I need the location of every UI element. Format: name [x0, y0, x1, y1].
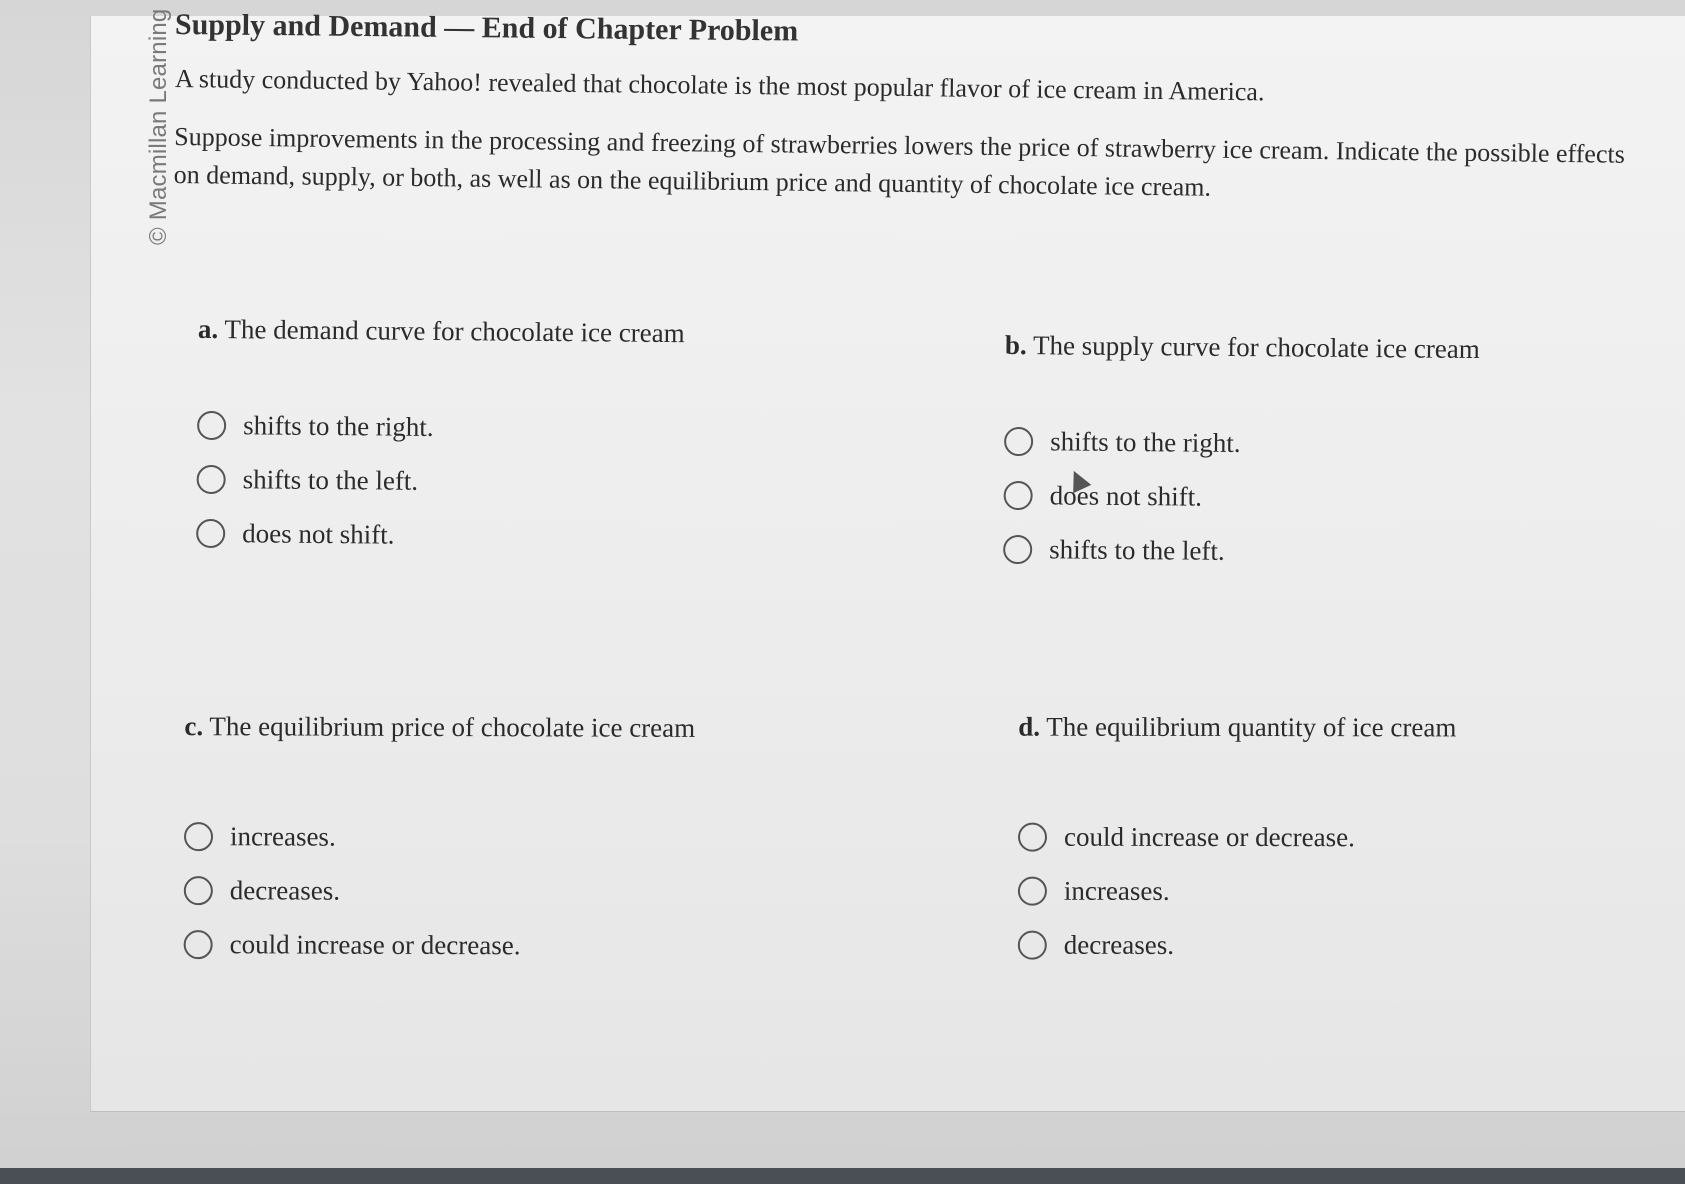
- question-c-text: The equilibrium price of chocolate ice cream: [209, 711, 696, 743]
- question-d-letter: d.: [1018, 711, 1041, 742]
- question-c-option-3[interactable]: [184, 924, 695, 966]
- question-d: [1018, 712, 1457, 980]
- question-c-label: [184, 711, 695, 744]
- radio-button-icon[interactable]: [184, 822, 213, 851]
- question-d-option-1[interactable]: [1018, 817, 1456, 858]
- option-label: shifts to the right.: [1050, 425, 1241, 458]
- question-b-label: [1005, 330, 1480, 365]
- option-label: increases.: [1063, 875, 1170, 906]
- radio-button-icon[interactable]: [184, 930, 213, 959]
- question-c-option-2[interactable]: [184, 870, 695, 912]
- question-a-letter: a.: [197, 313, 219, 345]
- option-label: decreases.: [229, 874, 341, 906]
- option-label: could increase or decrease.: [229, 928, 521, 960]
- question-b-text: The supply curve for chocolate ice cream: [1032, 330, 1480, 365]
- question-a-text: The demand curve for chocolate ice cream: [224, 314, 685, 349]
- option-label: decreases.: [1063, 929, 1175, 960]
- screen-bezel: [0, 1168, 1685, 1184]
- problem-prompt: Suppose improvements in the processing and freezing of strawberries lowers the price of strawberry ice cream. Indicate the possible effects on demand, supply, or both, as well as on the equilibrium price and quantity of chocolate ice cream.: [173, 122, 1625, 202]
- radio-button-icon[interactable]: [1018, 822, 1047, 851]
- option-label: does not shift.: [1049, 479, 1203, 512]
- option-label: shifts to the left.: [242, 463, 419, 496]
- radio-button-icon[interactable]: [1004, 426, 1033, 455]
- question-a-label: [198, 314, 685, 349]
- option-label: shifts to the right.: [243, 409, 434, 442]
- radio-button-icon[interactable]: [1018, 876, 1047, 905]
- copyright-watermark: © Macmillan Learning: [145, 8, 172, 245]
- question-c-letter: c.: [184, 711, 204, 742]
- radio-button-icon[interactable]: [1003, 534, 1032, 563]
- option-label: does not shift.: [242, 517, 395, 550]
- question-b: [1003, 330, 1480, 587]
- option-label: shifts to the left.: [1049, 533, 1225, 566]
- problem-intro: A study conducted by Yahoo! revealed that chocolate is the most popular flavor of ice cream in America.: [174, 64, 1265, 107]
- question-d-label: [1018, 712, 1456, 744]
- question-c-option-1[interactable]: [184, 816, 695, 858]
- problem-title: Supply and Demand — End of Chapter Problem: [174, 8, 799, 48]
- radio-button-icon[interactable]: [1004, 480, 1033, 509]
- question-a-option-1[interactable]: [197, 405, 684, 449]
- option-label: increases.: [229, 820, 336, 852]
- question-b-option-1[interactable]: [1004, 421, 1479, 465]
- question-b-option-3[interactable]: [1003, 529, 1478, 573]
- option-label: could increase or decrease.: [1063, 821, 1355, 852]
- radio-button-icon[interactable]: [197, 410, 226, 439]
- radio-button-icon[interactable]: [184, 876, 213, 905]
- question-d-option-2[interactable]: [1018, 871, 1456, 912]
- radio-button-icon[interactable]: [1018, 930, 1047, 959]
- radio-button-icon[interactable]: [196, 518, 225, 547]
- question-a-option-2[interactable]: [196, 459, 683, 503]
- question-d-text: The equilibrium quantity of ice cream: [1046, 711, 1457, 743]
- radio-button-icon[interactable]: [197, 464, 226, 493]
- question-a-option-3[interactable]: [196, 513, 683, 557]
- question-b-letter: b.: [1004, 329, 1027, 361]
- question-a: [196, 314, 685, 571]
- question-d-option-3[interactable]: [1018, 925, 1456, 966]
- question-c: [184, 711, 696, 980]
